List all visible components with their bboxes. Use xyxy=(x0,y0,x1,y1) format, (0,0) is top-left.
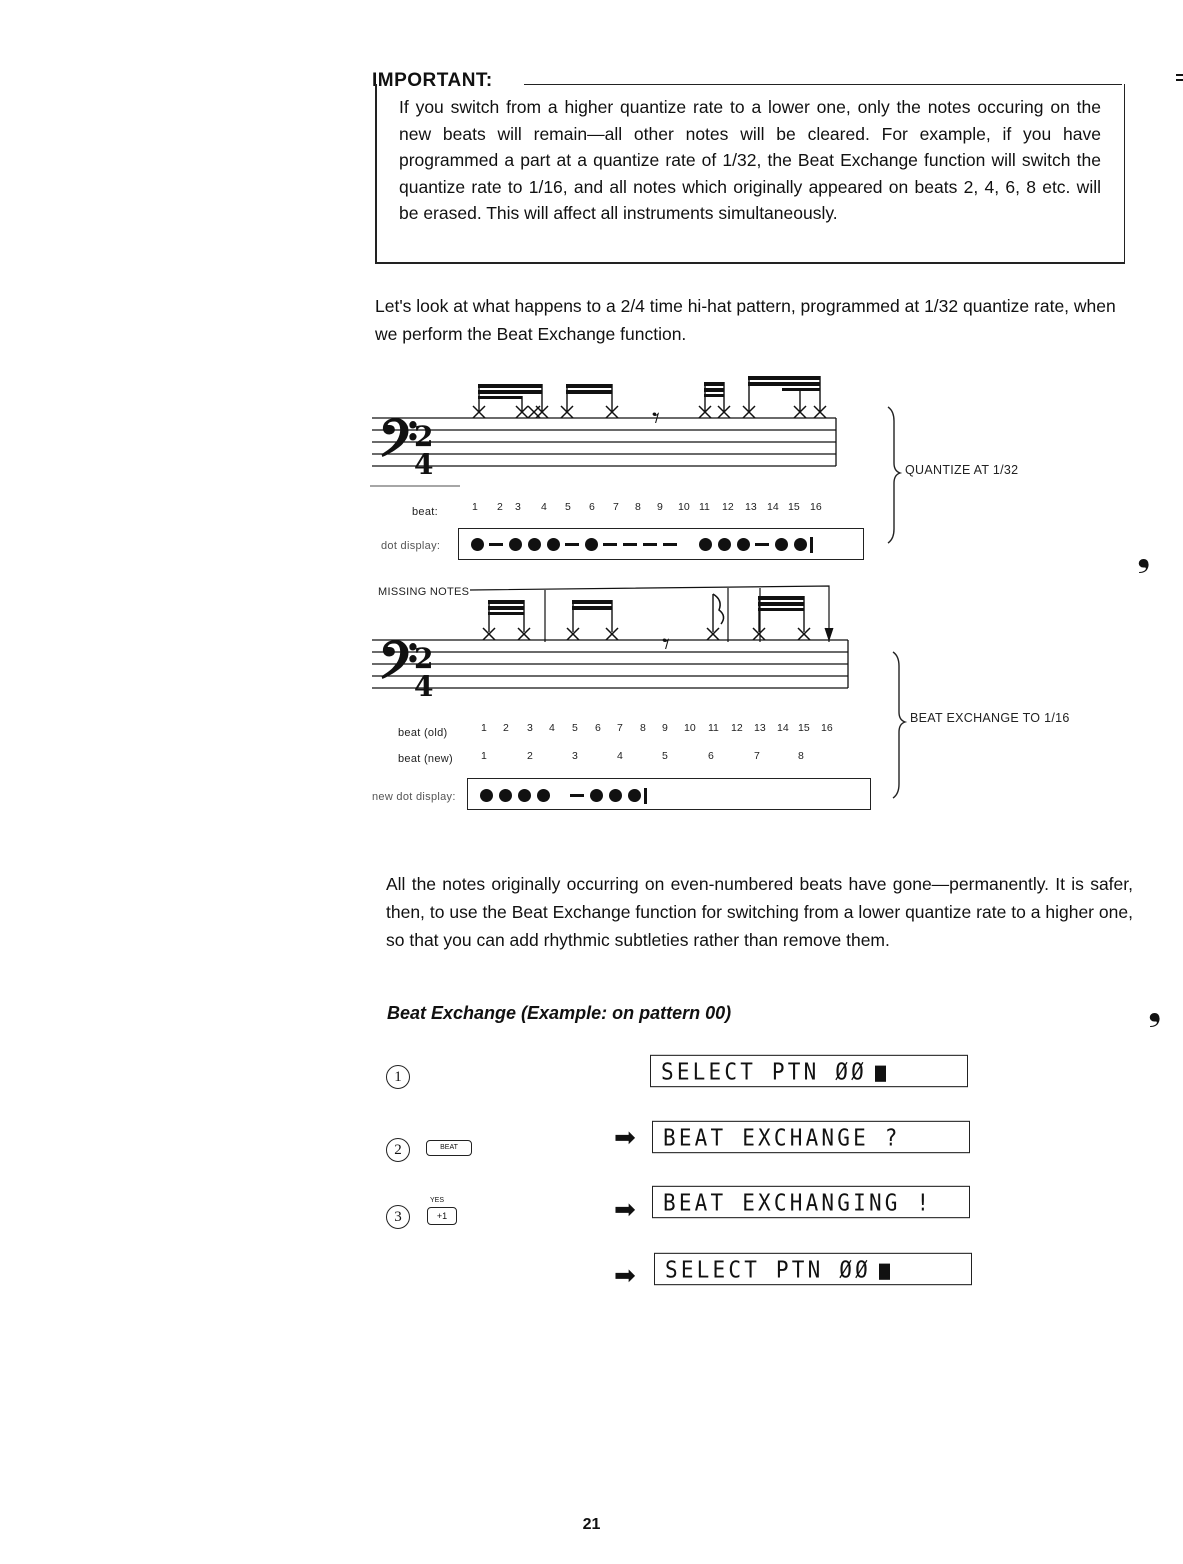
staff-1-notation xyxy=(370,370,850,490)
dot-display-label-1: dot display: xyxy=(381,540,441,552)
staff-2-notation xyxy=(370,580,860,710)
time-sig-top-2: 2 xyxy=(414,642,434,675)
beat-number-6: 6 xyxy=(589,501,595,513)
dot-display-1 xyxy=(458,528,864,560)
conclusion-paragraph: All the notes originally occurring on even-numbered beats have gone—permanently. It is safer, then, to use the Beat Exchange function for switching from a lower quantize rate to a higher one, so that you can add rhythmic subtleties rather than remove them. xyxy=(386,874,1133,950)
important-title: IMPORTANT: xyxy=(372,70,493,91)
new-dot-display-label: new dot display: xyxy=(372,791,456,803)
beat-number-9: 9 xyxy=(657,501,663,513)
beat-old-13: 13 xyxy=(754,722,766,734)
arrow-right-icon: ➡ xyxy=(614,1194,636,1224)
beat-number-1: 1 xyxy=(472,501,478,513)
edge-mark xyxy=(1176,79,1183,81)
beat-old-1: 1 xyxy=(481,722,487,734)
beat-new-1: 1 xyxy=(481,750,487,762)
svg-text:𝄾: 𝄾 xyxy=(652,401,660,436)
beat-label-1: beat: xyxy=(412,506,438,518)
beat-number-13: 13 xyxy=(745,501,757,513)
lcd-display-4 xyxy=(654,1253,972,1285)
time-sig-top-1: 2 xyxy=(414,420,434,453)
time-sig-bottom-2: 4 xyxy=(414,670,434,703)
punch-mark-icon: ❟ xyxy=(1137,536,1151,574)
intro-paragraph: Let's look at what happens to a 2/4 time hi-hat pattern, programmed at 1/32 quantize rate, when we perform the Beat Exchange function. xyxy=(375,296,1116,344)
beat-new-8: 8 xyxy=(798,750,804,762)
beat-old-15: 15 xyxy=(798,722,810,734)
beat-number-16: 16 xyxy=(810,501,822,513)
beat-number-4: 4 xyxy=(541,501,547,513)
beat-old-11: 11 xyxy=(708,722,719,734)
beat-old-label: beat (old) xyxy=(398,727,448,739)
time-sig-bottom-1: 4 xyxy=(414,448,434,481)
arrow-right-icon: ➡ xyxy=(614,1122,636,1152)
quantize-label: QUANTIZE AT 1/32 xyxy=(905,463,1019,477)
beat-number-11: 11 xyxy=(699,501,710,513)
beat-old-8: 8 xyxy=(640,722,646,734)
lcd-text-4: SELECT PTN ØØ xyxy=(665,1257,871,1284)
beat-old-12: 12 xyxy=(731,722,743,734)
bracket-2 xyxy=(885,650,915,800)
beat-new-7: 7 xyxy=(754,750,760,762)
beat-new-6: 6 xyxy=(708,750,714,762)
beat-new-4: 4 xyxy=(617,750,623,762)
svg-text:𝄢: 𝄢 xyxy=(378,630,418,703)
step-2-marker: 2 xyxy=(386,1138,410,1162)
plus-one-key-button[interactable]: +1 xyxy=(427,1207,457,1225)
lcd-display-3 xyxy=(652,1186,970,1218)
beat-old-2: 2 xyxy=(503,722,509,734)
beat-number-10: 10 xyxy=(678,501,690,513)
step-3-marker: 3 xyxy=(386,1205,410,1229)
cursor-block-icon xyxy=(875,1066,886,1082)
punch-mark-icon: ❟ xyxy=(1148,990,1162,1028)
beat-key-button[interactable]: BEAT xyxy=(426,1140,472,1156)
example-heading: Beat Exchange (Example: on pattern 00) xyxy=(387,1003,732,1023)
lcd-text-2: BEAT EXCHANGE ? xyxy=(663,1125,901,1152)
edge-mark xyxy=(1176,74,1183,76)
beat-old-16: 16 xyxy=(821,722,833,734)
yes-key-label: YES xyxy=(430,1197,445,1204)
beat-number-12: 12 xyxy=(722,501,734,513)
beat-exchange-label: BEAT EXCHANGE TO 1/16 xyxy=(910,711,1070,725)
beat-number-3: 3 xyxy=(515,501,521,513)
beat-old-10: 10 xyxy=(684,722,696,734)
beat-new-3: 3 xyxy=(572,750,578,762)
svg-text:𝄾: 𝄾 xyxy=(662,627,670,662)
lcd-display-2 xyxy=(652,1121,970,1153)
beat-old-9: 9 xyxy=(662,722,668,734)
lcd-text-3: BEAT EXCHANGING ! xyxy=(663,1190,933,1217)
beat-old-3: 3 xyxy=(527,722,533,734)
cursor-block-icon xyxy=(879,1264,890,1280)
svg-text:𝄢: 𝄢 xyxy=(378,408,418,481)
important-text: If you switch from a higher quantize rate to a lower one, only the notes occuring on the new beats will remain—all other notes will be cleared. For example, if you have programmed a part at a quantize rate of 1/32, the Beat Exchange function will switch the quantize rate to 1/16, and all notes which originally appeared on beats 2, 4, 6, 8 etc. will be erased. This will affect all instruments simultaneously. xyxy=(399,97,1101,223)
beat-number-8: 8 xyxy=(635,501,641,513)
beat-old-6: 6 xyxy=(595,722,601,734)
arrow-right-icon: ➡ xyxy=(614,1260,636,1290)
beat-old-7: 7 xyxy=(617,722,623,734)
page-number: 21 xyxy=(582,1516,601,1533)
beat-number-2: 2 xyxy=(497,501,503,513)
lcd-display-1 xyxy=(650,1055,968,1087)
lcd-text-1: SELECT PTN ØØ xyxy=(661,1059,867,1086)
beat-number-7: 7 xyxy=(613,501,619,513)
beat-old-5: 5 xyxy=(572,722,578,734)
step-1-marker: 1 xyxy=(386,1065,410,1089)
beat-new-5: 5 xyxy=(662,750,668,762)
missing-notes-label: MISSING NOTES xyxy=(378,586,470,598)
beat-number-15: 15 xyxy=(788,501,800,513)
new-dot-display xyxy=(467,778,871,810)
beat-old-14: 14 xyxy=(777,722,789,734)
beat-old-4: 4 xyxy=(549,722,555,734)
beat-new-label: beat (new) xyxy=(398,753,453,765)
beat-number-14: 14 xyxy=(767,501,779,513)
beat-new-2: 2 xyxy=(527,750,533,762)
beat-number-5: 5 xyxy=(565,501,571,513)
